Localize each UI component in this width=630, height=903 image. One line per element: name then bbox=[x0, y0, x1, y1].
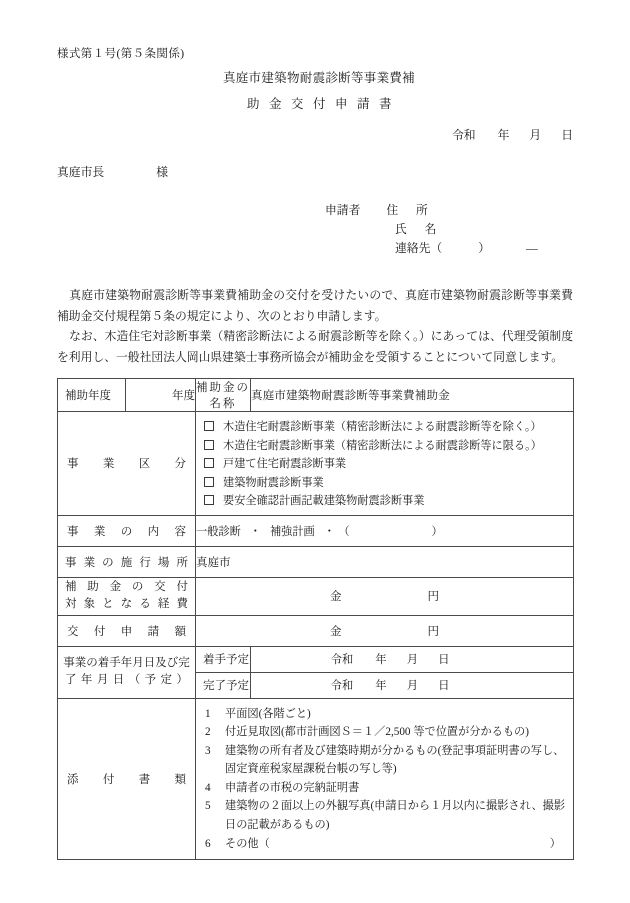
category-option-row[interactable] bbox=[204, 491, 573, 510]
attachment-number: 4 bbox=[205, 781, 211, 794]
start-schedule-label-char-2: 予 bbox=[226, 654, 238, 666]
applicant-contact-label: 連絡先 bbox=[395, 241, 431, 255]
table-row-attachments bbox=[58, 698, 574, 860]
business-content-value-cell[interactable] bbox=[196, 515, 574, 546]
attachment-text: 建築物の２面以上の外観写真(申請日から１月以内に撮影され、撮影日の記載があるもの) bbox=[225, 800, 566, 832]
application-table bbox=[57, 378, 574, 860]
checkbox-icon[interactable] bbox=[204, 421, 214, 431]
fiscal-year-label: 補助年度 bbox=[65, 390, 111, 402]
eligible-cost-label-l1-char-2: 金 bbox=[109, 581, 122, 593]
start-schedule-label-cell bbox=[196, 646, 251, 672]
business-content-separator-2: ・ bbox=[323, 525, 335, 538]
attachment-number: 1 bbox=[205, 707, 211, 720]
category-option-label: 要安全確認計画記載建築物耐震診断事業 bbox=[223, 495, 425, 508]
applicant-address-label: 住 所 bbox=[386, 203, 431, 217]
attachment-other-label: その他（ bbox=[225, 837, 270, 850]
business-content-label-char-4: 容 bbox=[174, 525, 186, 538]
business-category-label-char-1: 業 bbox=[102, 458, 115, 471]
request-amount-label-cell bbox=[58, 615, 196, 646]
business-place-label-char-1: 業 bbox=[83, 556, 96, 569]
applicant-contact-open-paren: （ bbox=[430, 241, 443, 255]
attachments-label-char-3: 類 bbox=[174, 773, 186, 786]
submission-date-day-unit: 日 bbox=[561, 128, 573, 142]
start-schedule-month-unit: 月 bbox=[406, 654, 419, 666]
applicant-address-row bbox=[325, 201, 538, 220]
applicant-contact-row bbox=[325, 239, 538, 258]
end-schedule-date-cell[interactable] bbox=[251, 672, 574, 698]
request-amount-label-char-2: 申 bbox=[120, 625, 133, 638]
eligible-cost-label-l2-char-3: な bbox=[120, 598, 133, 610]
business-content-label-cell bbox=[58, 515, 196, 546]
business-category-options-cell bbox=[196, 412, 574, 516]
table-row-business-category bbox=[58, 412, 574, 516]
subsidy-name-value-cell bbox=[251, 379, 574, 412]
business-content-label-char-3: 内 bbox=[147, 525, 160, 538]
category-option-row[interactable] bbox=[204, 454, 573, 473]
applicant-contact-dash: ― bbox=[526, 241, 538, 255]
eligible-cost-value-cell[interactable] bbox=[196, 577, 574, 615]
business-category-label-char-3: 分 bbox=[174, 458, 186, 471]
eligible-cost-label-l2-char-5: 経 bbox=[157, 598, 170, 610]
eligible-cost-label-l2-char-0: 対 bbox=[65, 598, 77, 610]
eligible-cost-money-unit: 円 bbox=[427, 591, 439, 603]
request-amount-label-char-1: 付 bbox=[93, 625, 106, 638]
applicant-contact-close-paren: ） bbox=[478, 241, 491, 255]
start-schedule-label-char-3: 定 bbox=[237, 654, 249, 666]
attachment-list-item bbox=[203, 742, 573, 779]
attachment-text: 申請者の市税の完納証明書 bbox=[225, 781, 360, 794]
eligible-cost-label-l1-char-3: の bbox=[131, 581, 144, 593]
applicant-block bbox=[325, 201, 538, 258]
submission-date-year-unit: 年 bbox=[497, 128, 510, 142]
business-category-label-cell bbox=[58, 412, 196, 516]
attachment-number: 3 bbox=[205, 744, 211, 757]
request-amount-label-char-4: 額 bbox=[174, 625, 186, 638]
body-paragraph-2-text: なお、木造住宅対診断事業（精密診断法による耐震診断等を除く。）にあっては、代理受領制度を利用し、一般社団法人岡山県建築士事務所協会が補助金を受領することについて同意します。 bbox=[57, 329, 573, 364]
start-schedule-date-cell[interactable] bbox=[251, 646, 574, 672]
business-content-option-2[interactable]: 補強計画 bbox=[269, 525, 315, 538]
applicant-label: 申請者 bbox=[325, 203, 361, 217]
eligible-cost-label-l2-char-4: る bbox=[139, 598, 151, 610]
business-place-value: 真庭市 bbox=[196, 556, 231, 569]
business-content-option-3-close: ） bbox=[431, 525, 443, 538]
checkbox-icon[interactable] bbox=[204, 477, 214, 487]
eligible-cost-label-l1-char-1: 助 bbox=[87, 581, 99, 593]
checkbox-icon[interactable] bbox=[204, 495, 214, 505]
start-schedule-label-char-0: 着 bbox=[203, 654, 215, 666]
attachment-number: 2 bbox=[205, 726, 211, 739]
attachment-list-item bbox=[203, 797, 573, 834]
end-schedule-label-char-0: 完 bbox=[203, 680, 215, 692]
category-option-label: 木造住宅耐震診断事業（精密診断法による耐震診断等に限る。） bbox=[223, 439, 542, 452]
business-place-label-cell bbox=[58, 546, 196, 577]
schedule-label-l2-char-0: 了 bbox=[65, 674, 77, 686]
end-schedule-year-unit: 年 bbox=[375, 680, 387, 692]
attachment-number: 5 bbox=[205, 800, 211, 813]
business-place-label-char-4: 行 bbox=[139, 556, 151, 569]
business-content-option-1[interactable]: 一般診断 bbox=[196, 525, 241, 538]
table-row-request-amount bbox=[58, 615, 574, 646]
attachment-list-item bbox=[203, 779, 573, 798]
table-row-business-content bbox=[58, 515, 574, 546]
attachment-list-item bbox=[203, 723, 573, 742]
addressee-line bbox=[57, 163, 168, 180]
attachment-list-item bbox=[203, 705, 573, 724]
attachment-text bbox=[225, 835, 573, 854]
submission-date bbox=[452, 126, 573, 143]
start-schedule-era: 令和 bbox=[330, 654, 354, 666]
request-amount-label-char-3: 請 bbox=[147, 625, 160, 638]
document-title-line2: 助金交付申請書 bbox=[246, 97, 401, 111]
business-place-label-char-0: 事 bbox=[65, 556, 77, 569]
attachment-text: 建築物の所有者及び建築時期が分かるもの(登記事項証明書の写し、固定資産税家屋課税台帳の写し等) bbox=[225, 744, 565, 776]
business-place-label-char-2: の bbox=[102, 556, 114, 569]
schedule-label-l2-char-3: 日 bbox=[112, 674, 125, 686]
request-amount-money-prefix: 金 bbox=[330, 625, 342, 638]
schedule-label-l2-char-4: （ bbox=[128, 674, 141, 686]
schedule-label-l2-char-7: ） bbox=[176, 674, 188, 686]
category-option-row[interactable] bbox=[204, 473, 573, 492]
addressee-honorific: 様 bbox=[156, 165, 169, 179]
category-option-label: 戸建て住宅耐震診断事業 bbox=[223, 458, 347, 471]
checkbox-icon[interactable] bbox=[204, 440, 214, 450]
end-schedule-day-unit: 日 bbox=[438, 680, 450, 692]
request-amount-money-unit: 円 bbox=[427, 625, 439, 638]
start-schedule-year-unit: 年 bbox=[375, 654, 387, 666]
end-schedule-label-char-3: 定 bbox=[237, 680, 249, 692]
attachments-label-char-0: 添 bbox=[67, 773, 79, 786]
attachment-text: 平面図(各階ごと) bbox=[225, 707, 311, 720]
body-paragraph-1 bbox=[57, 285, 573, 326]
attachment-other-close-paren: ） bbox=[549, 837, 561, 850]
schedule-label-l2-char-6: 定 bbox=[160, 674, 173, 686]
schedule-label-cell bbox=[58, 646, 196, 698]
category-option-row[interactable] bbox=[204, 417, 573, 436]
business-content-option-3-open: （ bbox=[343, 525, 350, 538]
business-place-label-char-3: 施 bbox=[120, 556, 133, 569]
document-title-line1: 真庭市建築物耐震診断等事業費補 bbox=[222, 71, 415, 85]
attachments-label-char-2: 書 bbox=[138, 773, 151, 786]
submission-date-month-unit: 月 bbox=[529, 128, 542, 142]
business-place-value-cell[interactable] bbox=[196, 546, 574, 577]
document-title bbox=[0, 68, 630, 112]
attachments-list-cell bbox=[196, 698, 574, 860]
business-content-label-char-2: の bbox=[120, 525, 133, 538]
fiscal-year-unit: 年度 bbox=[172, 390, 195, 402]
submission-date-era: 令和 bbox=[451, 128, 476, 142]
eligible-cost-label-l1-char-4: 交 bbox=[154, 581, 166, 593]
start-schedule-label-char-1: 手 bbox=[214, 654, 226, 666]
business-category-label-char-0: 事 bbox=[67, 458, 79, 471]
addressee-name: 真庭市長 bbox=[57, 165, 105, 179]
eligible-cost-label-l2-char-2: と bbox=[102, 598, 114, 610]
start-schedule-day-unit: 日 bbox=[438, 654, 450, 666]
end-schedule-month-unit: 月 bbox=[406, 680, 419, 692]
eligible-cost-label-l1-char-5: 付 bbox=[176, 581, 188, 593]
category-option-label: 建築物耐震診断事業 bbox=[223, 476, 324, 489]
attachment-text: 付近見取図(都市計画図Ｓ＝１／2,500 等で位置が分かるもの) bbox=[225, 726, 529, 739]
eligible-cost-label-l2-char-1: 象 bbox=[83, 598, 96, 610]
applicant-name-label: 氏 名 bbox=[395, 222, 440, 236]
end-schedule-label-cell bbox=[196, 672, 251, 698]
subsidy-name-label-cell bbox=[196, 379, 251, 412]
table-row-business-place bbox=[58, 546, 574, 577]
fiscal-year-label-cell bbox=[58, 379, 126, 412]
schedule-label-l2-char-1: 年 bbox=[80, 674, 93, 686]
subsidy-name-label: 補助金の名称 bbox=[196, 382, 250, 410]
end-schedule-label-char-1: 了 bbox=[214, 680, 226, 692]
schedule-label-l2-char-2: 月 bbox=[96, 674, 109, 686]
subsidy-name-value: 真庭市建築物耐震診断等事業費補助金 bbox=[251, 390, 450, 402]
attachments-label-char-1: 付 bbox=[102, 773, 115, 786]
business-place-label-char-6: 所 bbox=[176, 556, 188, 569]
table-row-eligible-cost bbox=[58, 577, 574, 615]
attachments-label-cell bbox=[58, 698, 196, 860]
body-paragraph-2 bbox=[57, 326, 573, 367]
end-schedule-era: 令和 bbox=[330, 680, 354, 692]
business-content-label-char-1: 業 bbox=[93, 525, 106, 538]
eligible-cost-label-l1-char-0: 補 bbox=[65, 581, 77, 593]
business-category-label-char-2: 区 bbox=[138, 458, 151, 471]
applicant-name-row bbox=[325, 220, 538, 239]
eligible-cost-money-prefix: 金 bbox=[330, 591, 342, 603]
schedule-label-line1: 事業の着手年月日及び完 bbox=[63, 657, 190, 669]
eligible-cost-label-cell bbox=[58, 577, 196, 615]
fiscal-year-input-cell[interactable] bbox=[126, 379, 196, 412]
table-row-fiscal-year bbox=[58, 379, 574, 412]
category-option-row[interactable] bbox=[204, 436, 573, 455]
request-amount-value-cell[interactable] bbox=[196, 615, 574, 646]
business-place-label-char-5: 場 bbox=[157, 556, 170, 569]
business-content-separator-1: ・ bbox=[249, 525, 261, 538]
attachment-number: 6 bbox=[205, 837, 211, 850]
end-schedule-label-char-2: 予 bbox=[226, 680, 238, 692]
table-row-start-schedule bbox=[58, 646, 574, 672]
business-content-label-char-0: 事 bbox=[67, 525, 79, 538]
category-option-label: 木造住宅耐震診断事業（精密診断法による耐震診断等を除く。） bbox=[223, 421, 542, 434]
eligible-cost-label-l2-char-6: 費 bbox=[176, 598, 188, 610]
attachment-list-item[interactable] bbox=[203, 835, 573, 854]
schedule-label-l2-char-5: 予 bbox=[144, 674, 157, 686]
form-number: 様式第１号(第５条関係) bbox=[57, 48, 185, 60]
checkbox-icon[interactable] bbox=[204, 458, 214, 468]
body-paragraph-1-text: 真庭市建築物耐震診断等事業費補助金の交付を受けたいので、真庭市建築物耐震診断等事業費補助金交付規程第５条の規定により、次のとおり申請します。 bbox=[57, 288, 573, 323]
request-amount-label-char-0: 交 bbox=[67, 625, 79, 638]
